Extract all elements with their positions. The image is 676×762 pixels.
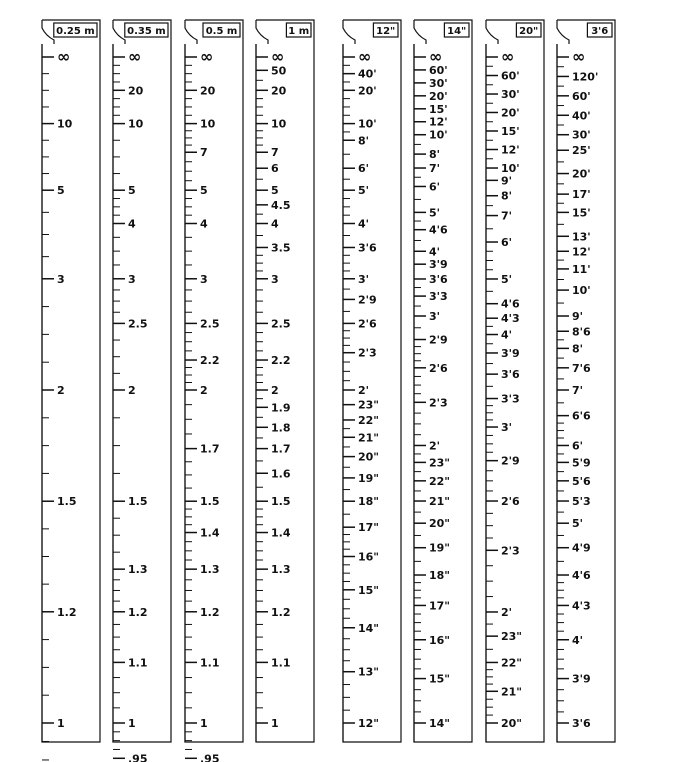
distance-label: ∞ xyxy=(501,47,515,66)
distance-label: 7 xyxy=(200,146,208,160)
distance-label: 15" xyxy=(358,583,380,597)
distance-label: 18" xyxy=(358,495,380,509)
distance-label: 8' xyxy=(501,189,513,203)
distance-label: 5' xyxy=(501,272,513,286)
distance-label: 19" xyxy=(358,471,380,485)
distance-label: 3 xyxy=(128,272,136,286)
distance-label: 15' xyxy=(501,124,520,138)
distance-label: ∞ xyxy=(57,47,71,66)
distance-label: 1.4 xyxy=(200,526,220,540)
distance-label: 5 xyxy=(200,184,208,198)
distance-label: 10' xyxy=(572,284,591,298)
scale-strip-0-5-m xyxy=(185,20,243,762)
distance-label: 20 xyxy=(128,84,144,98)
distance-label: 13" xyxy=(358,665,380,679)
distance-label: 10 xyxy=(200,117,216,131)
distance-label: 9' xyxy=(572,310,584,324)
distance-label: 1 xyxy=(271,717,279,730)
distance-label: 3'3 xyxy=(501,392,520,406)
distance-label: ∞ xyxy=(271,47,285,66)
distance-label: 2'6 xyxy=(358,317,377,331)
distance-label: .95 xyxy=(128,752,148,762)
distance-label: 20 xyxy=(271,84,287,98)
distance-label: 3 xyxy=(200,272,208,286)
distance-label: 8' xyxy=(358,134,370,148)
distance-label: 10' xyxy=(429,128,448,142)
scale-strip-0-25-m xyxy=(42,20,100,762)
distance-label: 30' xyxy=(572,128,591,142)
distance-label: 5'6 xyxy=(572,474,591,488)
distance-label: 60' xyxy=(572,89,591,103)
distance-label: 2 xyxy=(128,384,136,397)
distance-label: 4' xyxy=(429,245,441,259)
distance-label: 20 xyxy=(200,84,216,98)
distance-label: 10' xyxy=(358,117,377,131)
distance-label: 23" xyxy=(501,630,523,644)
distance-label: 1.2 xyxy=(200,605,220,619)
distance-label: 10 xyxy=(128,117,144,131)
scale-strip-12in xyxy=(343,20,401,742)
distance-label: ∞ xyxy=(429,47,443,66)
distance-label: 20" xyxy=(429,517,451,531)
distance-label: 5 xyxy=(271,184,279,198)
distance-label: 20' xyxy=(501,106,520,120)
scale-strip-3ft6 xyxy=(557,20,615,742)
distance-label: 2'3 xyxy=(501,544,520,558)
distance-label: 3'6 xyxy=(572,717,591,730)
distance-label: 1.7 xyxy=(200,442,220,456)
distance-label: 2.5 xyxy=(271,317,291,331)
distance-label: 3 xyxy=(271,272,279,286)
distance-label: 1.6 xyxy=(271,467,291,481)
distance-label: 16" xyxy=(429,633,451,647)
distance-label: 2.5 xyxy=(128,317,148,331)
distance-label: 22" xyxy=(429,474,451,488)
distance-label: 2'9 xyxy=(358,293,377,307)
scale-header: 0.35 m xyxy=(127,26,166,37)
distance-label: 2' xyxy=(358,384,370,397)
distance-label: 5 xyxy=(128,184,136,198)
distance-label: 1.2 xyxy=(271,605,291,619)
distance-label: 5' xyxy=(429,206,441,220)
distance-label: 3'9 xyxy=(429,258,448,272)
distance-label: 3'9 xyxy=(572,672,591,686)
distance-label: 2' xyxy=(501,605,513,619)
distance-label: 4'6 xyxy=(572,569,591,583)
distance-label: 1 xyxy=(128,717,136,730)
distance-label: 2 xyxy=(57,384,65,397)
distance-label: 8' xyxy=(429,148,441,162)
distance-label: 4'9 xyxy=(572,541,591,555)
distance-label: 10 xyxy=(271,117,287,131)
scale-strip-1-m xyxy=(256,20,314,742)
distance-label: 1.3 xyxy=(200,563,220,577)
distance-label: 12" xyxy=(358,717,380,730)
distance-label: 1.2 xyxy=(128,605,148,619)
distance-label: 10 xyxy=(57,117,73,131)
distance-label: 3'6 xyxy=(358,241,377,255)
distance-label: 2'3 xyxy=(429,396,448,410)
distance-label: 1.5 xyxy=(57,495,77,509)
distance-label: ∞ xyxy=(128,47,142,66)
distance-label: 7' xyxy=(429,162,441,176)
distance-label: 21" xyxy=(429,495,451,509)
distance-label: 19" xyxy=(429,541,451,555)
distance-label: 17' xyxy=(572,188,591,202)
distance-label: 23" xyxy=(429,456,451,470)
distance-label: 3'9 xyxy=(501,346,520,360)
distance-label: 4' xyxy=(572,633,584,647)
distance-label: 4.5 xyxy=(271,198,291,212)
distance-label: 2' xyxy=(429,439,441,453)
distance-label: 6 xyxy=(271,162,279,176)
distance-label: 120' xyxy=(572,70,599,84)
distance-label: 9' xyxy=(501,174,513,188)
distance-label: 2'9 xyxy=(501,454,520,468)
distance-label: 15' xyxy=(429,102,448,116)
distance-label: 1.3 xyxy=(128,563,148,577)
distance-label: 1.4 xyxy=(271,526,291,540)
distance-label: 20" xyxy=(358,450,380,464)
distance-label: 7 xyxy=(271,146,279,160)
distance-label: 2'9 xyxy=(429,333,448,347)
distance-label: 1.3 xyxy=(271,563,291,577)
distance-label: 2'6 xyxy=(501,495,520,509)
distance-label: 20' xyxy=(358,84,377,98)
distance-label: 17" xyxy=(429,599,451,613)
distance-label: 30' xyxy=(429,76,448,90)
distance-label: 40' xyxy=(572,109,591,123)
distance-label: 5 xyxy=(57,184,65,198)
distance-label: 4' xyxy=(358,217,370,231)
distance-label: 1.8 xyxy=(271,421,291,435)
distance-label: 6' xyxy=(501,236,513,250)
distance-label: 15' xyxy=(572,206,591,220)
scale-header: 12" xyxy=(376,26,396,37)
distance-label: 7' xyxy=(572,384,584,397)
distance-label: 3.5 xyxy=(271,241,291,255)
distance-label: 1.1 xyxy=(200,656,220,670)
distance-label: 6' xyxy=(429,180,441,194)
distance-label: 1.9 xyxy=(271,401,291,415)
distance-label: 40' xyxy=(358,67,377,81)
distance-label: 4 xyxy=(200,217,208,231)
distance-label: 4'6 xyxy=(501,297,520,311)
distance-label: 1.2 xyxy=(57,605,77,619)
distance-label: 1.7 xyxy=(271,442,291,456)
scale-header: 3'6 xyxy=(591,26,609,37)
distance-label: .95 xyxy=(200,752,220,762)
distance-label: ∞ xyxy=(200,47,214,66)
distance-label: 25' xyxy=(572,144,591,158)
distance-label: 5'9 xyxy=(572,456,591,470)
distance-label: 14" xyxy=(429,717,451,730)
distance-label: 1.5 xyxy=(271,495,291,509)
distance-label: 8'6 xyxy=(572,325,591,339)
distance-label: 12' xyxy=(501,143,520,157)
distance-label: 7' xyxy=(501,209,513,223)
distance-label: 2.2 xyxy=(271,354,291,368)
distance-label: 60' xyxy=(429,63,448,77)
distance-label: 6' xyxy=(358,162,370,176)
distance-label: 3' xyxy=(358,272,370,286)
distance-label: 4'3 xyxy=(572,599,591,613)
distance-label: 6' xyxy=(572,439,584,453)
scale-strip-14in xyxy=(414,20,472,742)
scale-header: 0.5 m xyxy=(205,26,238,37)
distance-label: 21" xyxy=(358,431,380,445)
distance-label: 4 xyxy=(128,217,136,231)
scale-strip-0-35-m xyxy=(113,20,171,762)
distance-label: 13' xyxy=(572,230,591,244)
distance-label: 15" xyxy=(429,672,451,686)
distance-label: 3'3 xyxy=(429,290,448,304)
distance-label: 18" xyxy=(429,569,451,583)
scale-header: 20" xyxy=(519,26,539,37)
distance-label: 4'3 xyxy=(501,312,520,326)
distance-label: 3'6 xyxy=(501,368,520,382)
distance-label: 30' xyxy=(501,88,520,102)
distance-label: 8' xyxy=(572,342,584,356)
distance-label: 16" xyxy=(358,550,380,564)
distance-label: ∞ xyxy=(572,47,586,66)
distance-label: 11' xyxy=(572,262,591,276)
distance-label: 2.5 xyxy=(200,317,220,331)
distance-label: 5'3 xyxy=(572,495,591,509)
distance-label: 1 xyxy=(57,717,65,730)
distance-label: 1.5 xyxy=(128,495,148,509)
distance-label: 1.1 xyxy=(128,656,148,670)
scale-header: 14" xyxy=(447,26,467,37)
distance-label: 50 xyxy=(271,64,287,78)
distance-label: 12' xyxy=(429,115,448,129)
distance-label: 3' xyxy=(429,310,441,324)
distance-label: 3 xyxy=(57,272,65,286)
distance-label: 20' xyxy=(572,167,591,181)
distance-label: 4'6 xyxy=(429,223,448,237)
distance-label: 20' xyxy=(429,89,448,103)
distance-label: 4 xyxy=(271,217,279,231)
distance-label: 3'6 xyxy=(429,272,448,286)
distance-label: 14" xyxy=(358,621,380,635)
distance-label: 17" xyxy=(358,521,380,535)
distance-label: 2 xyxy=(200,384,208,397)
distance-label: 5' xyxy=(358,184,370,198)
distance-label: 60' xyxy=(501,69,520,83)
distance-label: 7'6 xyxy=(572,361,591,375)
distance-label: 20" xyxy=(501,717,523,730)
distance-label: 5' xyxy=(572,517,584,531)
distance-label: 1.1 xyxy=(271,656,291,670)
distance-label: 21" xyxy=(501,685,523,699)
distance-label: ∞ xyxy=(358,47,372,66)
distance-label: 12' xyxy=(572,245,591,259)
distance-label: 1 xyxy=(200,717,208,730)
distance-label: 2'3 xyxy=(358,346,377,360)
scale-header: 1 m xyxy=(288,26,310,37)
distance-label: 22" xyxy=(501,656,523,670)
distance-label: 10' xyxy=(501,162,520,176)
scale-header: 0.25 m xyxy=(56,26,95,37)
scale-strip-20in xyxy=(486,20,544,742)
distance-label: 6'6 xyxy=(572,409,591,423)
distance-label: 2 xyxy=(271,384,279,397)
distance-label: 3' xyxy=(501,421,513,435)
distance-label: 2'6 xyxy=(429,361,448,375)
distance-label: 23" xyxy=(358,398,380,412)
distance-label: 1.5 xyxy=(200,495,220,509)
distance-label: 22" xyxy=(358,413,380,427)
distance-label: 2.2 xyxy=(200,354,220,368)
distance-label: 4' xyxy=(501,328,513,342)
